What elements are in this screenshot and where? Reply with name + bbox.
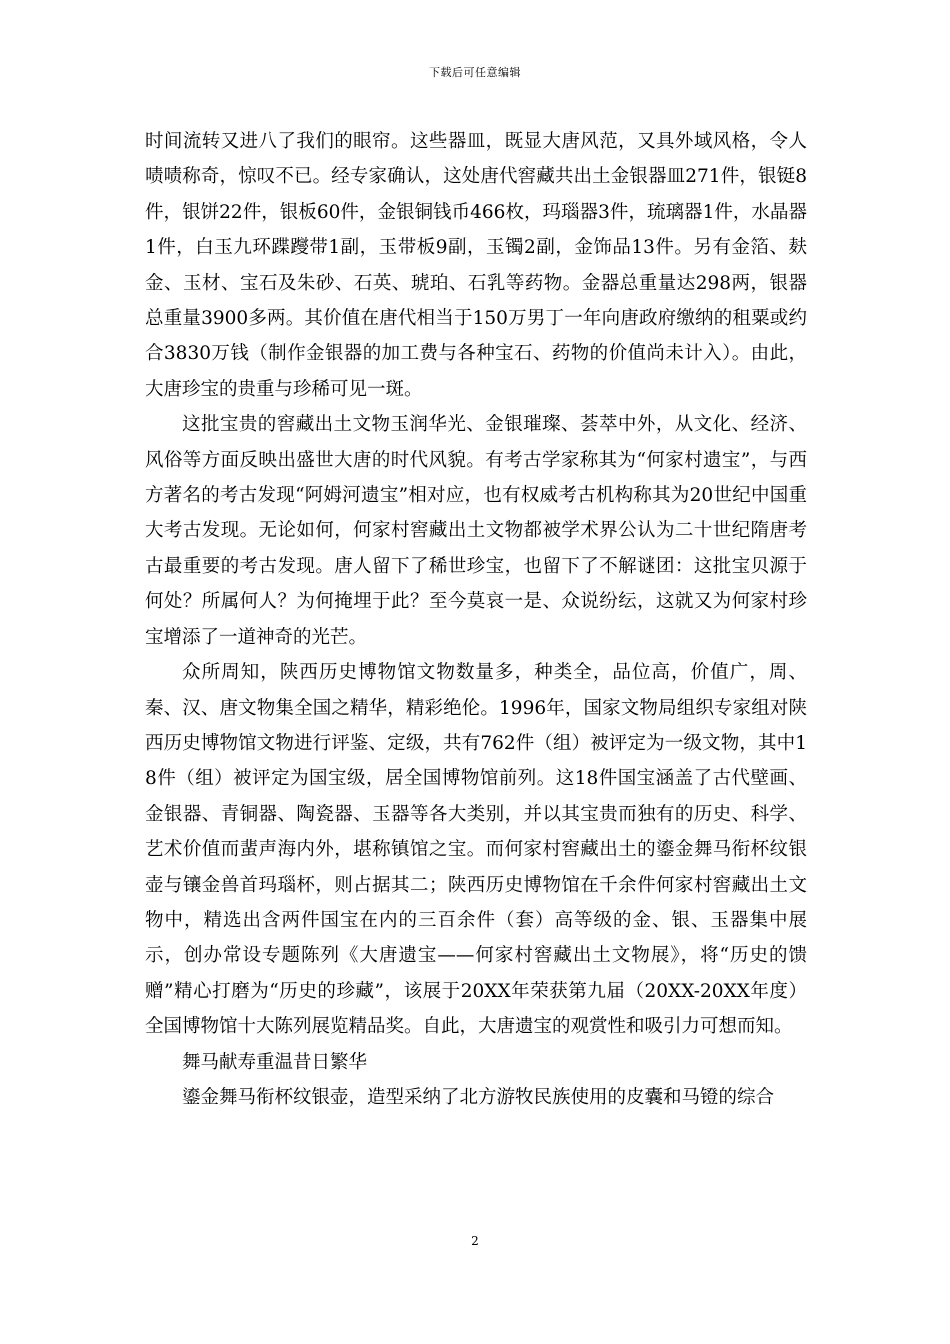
page-number: 2 bbox=[471, 1234, 479, 1248]
paragraph-hejiacun-significance: 这批宝贵的窖藏出土文物玉润华光、金银璀璨、荟萃中外，从文化、经济、风俗等方面反映出盛世大唐的时代风貌。有考古学家称其为“何家村遗宝”，与西方著名的考古发现“阿姆河遗宝”相对应，也有权威考古机构称其为20世纪中国重大考古发现。无论如何，何家村窖藏出土文物都被学术界公认为二十世纪隋唐考古最重要的考古发现。唐人留下了稀世珍宝，也留下了不解谜团：这批宝贝源于何处？所属何人？为何掩埋于此？至今莫哀一是、众说纷纭，这就又为何家村珍宝增添了一道神奇的光芒。 bbox=[145, 414, 807, 648]
paragraph-silver-pot: 鎏金舞马衔杯纹银壶，造型采纳了北方游牧民族使用的皮囊和马镫的综合 bbox=[182, 1086, 775, 1108]
section-heading: 舞马献寿重温昔日繁华 bbox=[182, 1051, 368, 1073]
paragraph-museum-collection: 众所周知，陕西历史博物馆文物数量多，种类全，品位高，价值广，周、秦、汉、唐文物集全国之精华，精彩绝伦。1996年，国家文物局组织专家组对陕西历史博物馆文物进行评鉴、定级，共有762件（组）被评定为一级文物，其中18件（组）被评定为国宝级，居全国博物馆前列。这18件国宝涵盖了古代壁画、金银器、青铜器、陶瓷器、玉器等各大类别，并以其宝贵而独有的历史、科学、艺术价值而蜚声海内外，堪称镇馆之宝。而何家村窖藏出土的鎏金舞马衔杯纹银壶与镶金兽首玛瑙杯，则占据其二；陕西历史博物馆在千余件何家村窖藏出土文物中，精选出含两件国宝在内的三百余件（套）高等级的金、银、玉器集中展示，创办常设专题陈列《大唐遗宝——何家村窖藏出土文物展》，将“历史的馈赠”精心打磨为“历史的珍藏”，该展于20XX年荣获第九届（20XX-20XX年度）全国博物馆十大陈列展览精品奖。自此，大唐遗宝的观赏性和吸引力可想而知。 bbox=[145, 662, 807, 1038]
header-note: 下载后可任意编辑 bbox=[429, 66, 521, 79]
body-text bbox=[145, 124, 807, 1115]
paragraph-treasure-inventory: 时间流转又进八了我们的眼帘。这些器皿，既显大唐风范，又具外域风格，令人啧啧称奇，惊叹不已。经专家确认，这处唐代窖藏共出土金银器皿271件，银铤8件，银饼22件，银板60件，金银铜钱币466枚，玛瑙器3件，琉璃器1件，水晶器1件，白玉九环蹀躞带1副，玉带板9副，玉镯2副，金饰品13件。另有金箔、麸金、玉材、宝石及朱砂、石英、琥珀、石乳等药物。金器总重量达298两，银器总重量3900多两。其价值在唐代相当于150万男丁一年向唐政府缴纳的租粟或约合3830万钱（制作金银器的加工费与各种宝石、药物的价值尚未计入）。由此，大唐珍宝的贵重与珍稀可见一斑。 bbox=[145, 131, 807, 400]
